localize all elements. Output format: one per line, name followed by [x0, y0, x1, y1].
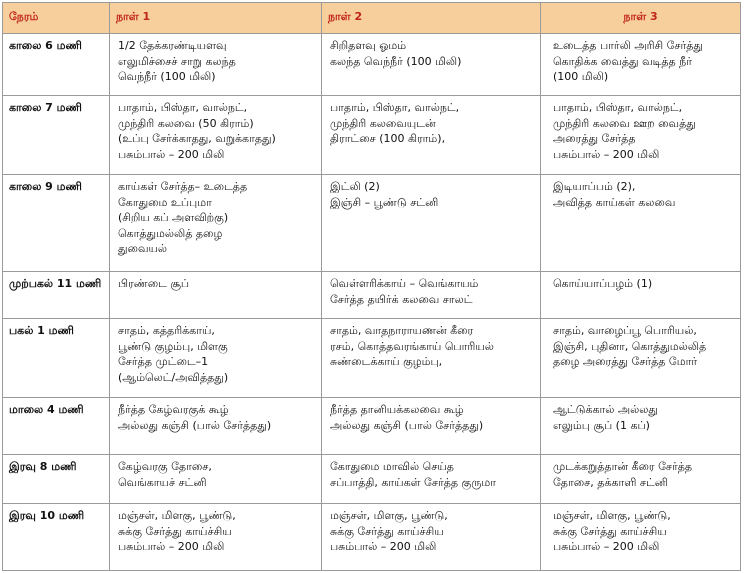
day-2-cell: இட்லி (2) இஞ்சி – பூண்டு சட்னி — [322, 175, 541, 272]
day-1-cell: 1/2 தேக்கரண்டியளவு எலுமிச்சைச் சாறு கலந்த வெந்நீர் (100 மிலி) — [110, 34, 322, 96]
diet-plan-table — [2, 2, 741, 571]
day-1-cell: காய்கள் சேர்த்த– உடைத்த கோதுமை உப்புமா (சிறிய கப் அளவிற்கு) கொத்துமல்லித் தழை துவையல் — [110, 175, 322, 272]
day-3-cell: சாதம், வாழைப்பூ பொரியல், இஞ்சி, புதினா, கொத்துமல்லித் தழை அரைத்து சேர்த்த மோர் — [541, 319, 741, 398]
day-2-cell: சாதம், வாதநாராயணன் கீரை ரசம், கொத்தவரங்காய் பொரியல் சுண்டைக்காய் குழம்பு, — [322, 319, 541, 398]
day-1-cell: பாதாம், பிஸ்தா, வால்நட், முந்திரி கலவை (50 கிராம்) (உப்பு சேர்க்காதது, வறுக்காதது) பசும்பால் – 200 மிலி — [110, 96, 322, 175]
day-2-cell: வெள்ளரிக்காய் – வெங்காயம் சேர்த்த தயிர்க் கலவை சாலட் — [322, 272, 541, 319]
day-1-cell: சாதம், கத்தரிக்காய், பூண்டு குழம்பு, மிளகு சேர்த்த முட்டை–1 (ஆம்லெட்/அவித்தது) — [110, 319, 322, 398]
header-row — [3, 3, 741, 34]
time-cell: இரவு 10 மணி — [3, 504, 110, 571]
time-cell: மாலை 4 மணி — [3, 398, 110, 455]
day-2-cell: சிறிதளவு ஓமம் கலந்த வெந்நீர் (100 மிலி) — [322, 34, 541, 96]
table-row — [3, 455, 741, 504]
time-cell: பகல் 1 மணி — [3, 319, 110, 398]
header-day-2: நாள் 2 — [322, 3, 541, 34]
day-3-cell: முடக்கறுத்தான் கீரை சேர்த்த தோசை, தக்காளி சட்னி — [541, 455, 741, 504]
table-row — [3, 34, 741, 96]
table-row — [3, 96, 741, 175]
day-3-cell: உடைத்த பார்லி அரிசி சேர்த்து கொதிக்க வைத்து வடித்த நீர் (100 மிலி) — [541, 34, 741, 96]
table-row — [3, 398, 741, 455]
day-3-cell: இடியாப்பம் (2), அவித்த காய்கள் கலவை — [541, 175, 741, 272]
time-cell: காலை 7 மணி — [3, 96, 110, 175]
table-row — [3, 504, 741, 571]
table-row — [3, 175, 741, 272]
day-2-cell: கோதுமை மாவில் செய்த சப்பாத்தி, காய்கள் சேர்த்த குருமா — [322, 455, 541, 504]
day-3-cell: ஆட்டுக்கால் அல்லது எலும்பு சூப் (1 கப்) — [541, 398, 741, 455]
day-3-cell: கொய்யாப்பழம் (1) — [541, 272, 741, 319]
time-cell: காலை 6 மணி — [3, 34, 110, 96]
day-2-cell: பாதாம், பிஸ்தா, வால்நட், முந்திரி கலவையுடன் திராட்சை (100 கிராம்), — [322, 96, 541, 175]
table-row — [3, 272, 741, 319]
day-1-cell: கேழ்வரகு தோசை, வெங்காயச் சட்னி — [110, 455, 322, 504]
day-1-cell: பிரண்டை சூப் — [110, 272, 322, 319]
day-3-cell: மஞ்சள், மிளகு, பூண்டு, சுக்கு சேர்த்து காய்ச்சிய பசும்பால் – 200 மிலி — [541, 504, 741, 571]
time-cell: இரவு 8 மணி — [3, 455, 110, 504]
time-cell: காலை 9 மணி — [3, 175, 110, 272]
time-cell: முற்பகல் 11 மணி — [3, 272, 110, 319]
day-2-cell: மஞ்சள், மிளகு, பூண்டு, சுக்கு சேர்த்து காய்ச்சிய பசும்பால் – 200 மிலி — [322, 504, 541, 571]
header-day-3: நாள் 3 — [541, 3, 741, 34]
header-day-1: நாள் 1 — [110, 3, 322, 34]
table-row — [3, 319, 741, 398]
header-time: நேரம் — [3, 3, 110, 34]
day-1-cell: நீர்த்த கேழ்வரகுக் கூழ் அல்லது கஞ்சி (பால் சேர்த்தது) — [110, 398, 322, 455]
day-3-cell: பாதாம், பிஸ்தா, வால்நட், முந்திரி கலவை ஊற வைத்து அரைத்து சேர்த்த பசும்பால் – 200 மிலி — [541, 96, 741, 175]
day-1-cell: மஞ்சள், மிளகு, பூண்டு, சுக்கு சேர்த்து காய்ச்சிய பசும்பால் – 200 மிலி — [110, 504, 322, 571]
day-2-cell: நீர்த்த தானியக்கலவை கூழ் அல்லது கஞ்சி (பால் சேர்த்தது) — [322, 398, 541, 455]
